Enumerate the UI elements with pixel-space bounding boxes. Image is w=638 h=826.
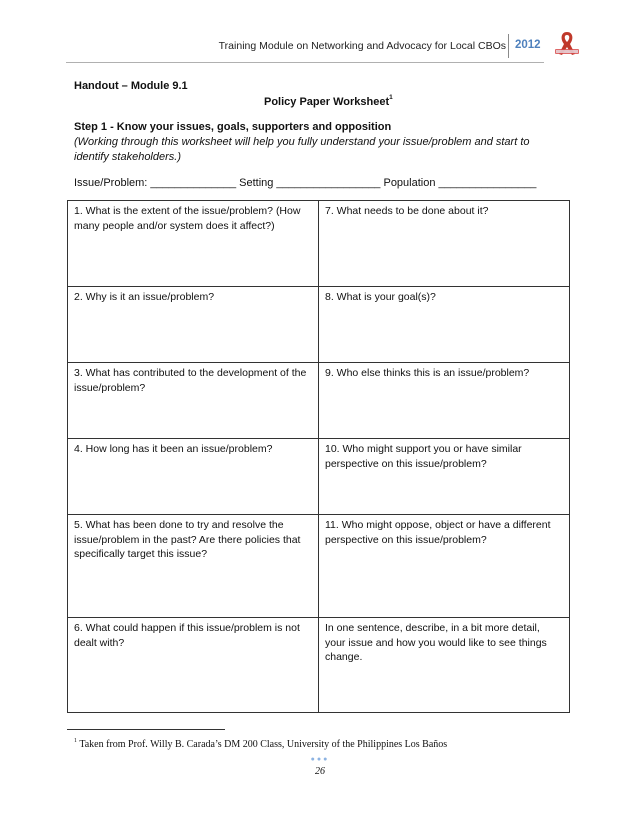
page-dots: ●●● [310,756,330,763]
table-row [68,363,570,439]
footnote-ref: 1 [389,94,393,101]
question-cell[interactable]: 11. Who might oppose, object or have a different perspective on this issue/problem? [319,515,570,618]
question-cell[interactable]: 6. What could happen if this issue/problem is not dealt with? [68,618,319,713]
footnote-rule [67,729,225,730]
question-cell[interactable]: 4. How long has it been an issue/problem? [68,439,319,515]
question-cell[interactable]: 10. Who might support you or have similar perspective on this issue/problem? [319,439,570,515]
aids-ribbon-logo-icon [552,28,582,58]
step-heading: Step 1 - Know your issues, goals, supporters and opposition [74,121,392,133]
question-cell[interactable]: 9. Who else thinks this is an issue/problem? [319,363,570,439]
footnote-text: Taken from Prof. Willy B. Carada’s DM 200 Class, University of the Philippines Los Baños [79,739,448,750]
header-year: 2012 [515,39,541,51]
table-row [68,515,570,618]
header-title: Training Module on Networking and Advocacy for Local CBOs [218,40,506,52]
instructions: (Working through this worksheet will help you fully understand your issue/problem and start to identify stakeholders.) [74,136,530,163]
table-row [68,439,570,515]
handout-label: Handout – Module 9.1 [74,80,188,92]
question-cell[interactable]: 8. What is your goal(s)? [319,287,570,363]
question-cell[interactable]: 5. What has been done to try and resolve the issue/problem in the past? Are there policies that specifically target this issue? [68,515,319,618]
table-row [68,201,570,287]
page-title-text: Policy Paper Worksheet [264,96,390,108]
fields-line: Issue/Problem: ______________ Setting _________________ Population ________________ [74,177,537,189]
question-cell[interactable]: 3. What has contributed to the development of the issue/problem? [68,363,319,439]
table-row [68,287,570,363]
header-rule [66,62,544,63]
question-cell[interactable]: In one sentence, describe, in a bit more detail, your issue and how you would like to see things change. [319,618,570,713]
question-cell[interactable]: 2. Why is it an issue/problem? [68,287,319,363]
worksheet-table [67,200,570,713]
header-separator [508,34,509,58]
footnote-mark: 1 [74,738,77,744]
table-row [68,618,570,713]
question-cell[interactable]: 7. What needs to be done about it? [319,201,570,287]
footnote [74,738,447,750]
page-number: 26 [315,766,325,777]
page-title [264,94,393,108]
page-header [0,34,638,60]
question-cell[interactable]: 1. What is the extent of the issue/problem? (How many people and/or system does it affect?) [68,201,319,287]
